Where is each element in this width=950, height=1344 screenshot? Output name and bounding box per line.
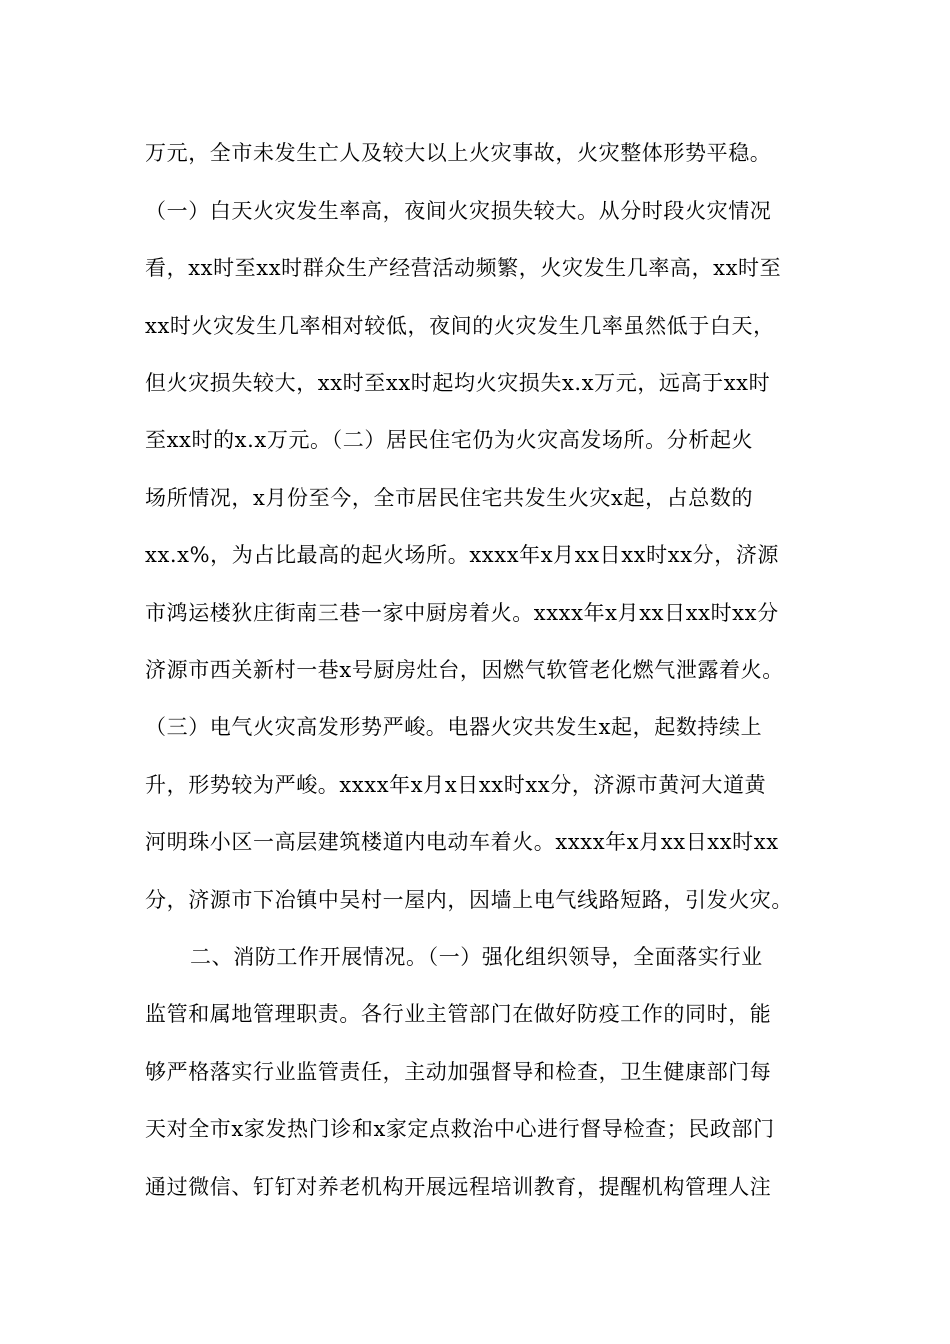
text-line-2: （一）白天火灾发生率高，夜间火灾损失较大。从分时段火灾情况 (145, 199, 772, 223)
text-line-18: 天对全市x家发热门诊和x家定点救治中心进行督导检查；民政部门 (145, 1117, 775, 1141)
text-line-13: 河明珠小区一高层建筑楼道内电动车着火。xxxx年x月xx日xx时xx (145, 830, 779, 854)
text-line-5: 但火灾损失较大，xx时至xx时起均火灾损失x.x万元，远高于xx时 (145, 371, 771, 395)
text-line-10: 济源市西关新村一巷x号厨房灶台，因燃气软管老化燃气泄露着火。 (145, 658, 784, 682)
text-line-7: 场所情况，x月份至今，全市居民住宅共发生火灾x起，占总数的 (145, 486, 754, 510)
text-line-6: 至xx时的x.x万元。（二）居民住宅仍为火灾高发场所。分析起火 (145, 428, 754, 452)
text-line-15: 二、消防工作开展情况。（一）强化组织领导，全面落实行业 (190, 945, 763, 969)
text-line-1: 万元，全市未发生亡人及较大以上火灾事故，火灾整体形势平稳。 (145, 141, 772, 165)
text-line-14: 分，济源市下冶镇中吴村一屋内，因墙上电气线路短路，引发火灾。 (145, 888, 793, 912)
text-line-8: xx.x%，为占比最高的起火场所。xxxx年x月xx日xx时xx分，济源 (145, 543, 780, 567)
text-line-17: 够严格落实行业监管责任，主动加强督导和检查，卫生健康部门每 (145, 1060, 772, 1084)
text-line-12: 升，形势较为严峻。xxxx年x月x日xx时xx分，济源市黄河大道黄 (145, 773, 767, 797)
text-line-16: 监管和属地管理职责。各行业主管部门在做好防疫工作的同时，能 (145, 1002, 772, 1026)
text-line-9: 市鸿运楼狄庄街南三巷一家中厨房着火。xxxx年x月xx日xx时xx分 (145, 601, 779, 625)
text-line-11: （三）电气火灾高发形势严峻。电器火灾共发生x起，起数持续上 (145, 715, 763, 739)
text-line-4: xx时火灾发生几率相对较低，夜间的火灾发生几率虽然低于白天， (145, 314, 775, 338)
text-line-3: 看，xx时至xx时群众生产经营活动频繁，火灾发生几率高，xx时至 (145, 256, 782, 280)
text-line-19: 通过微信、钉钉对养老机构开展远程培训教育，提醒机构管理人注 (145, 1175, 772, 1199)
